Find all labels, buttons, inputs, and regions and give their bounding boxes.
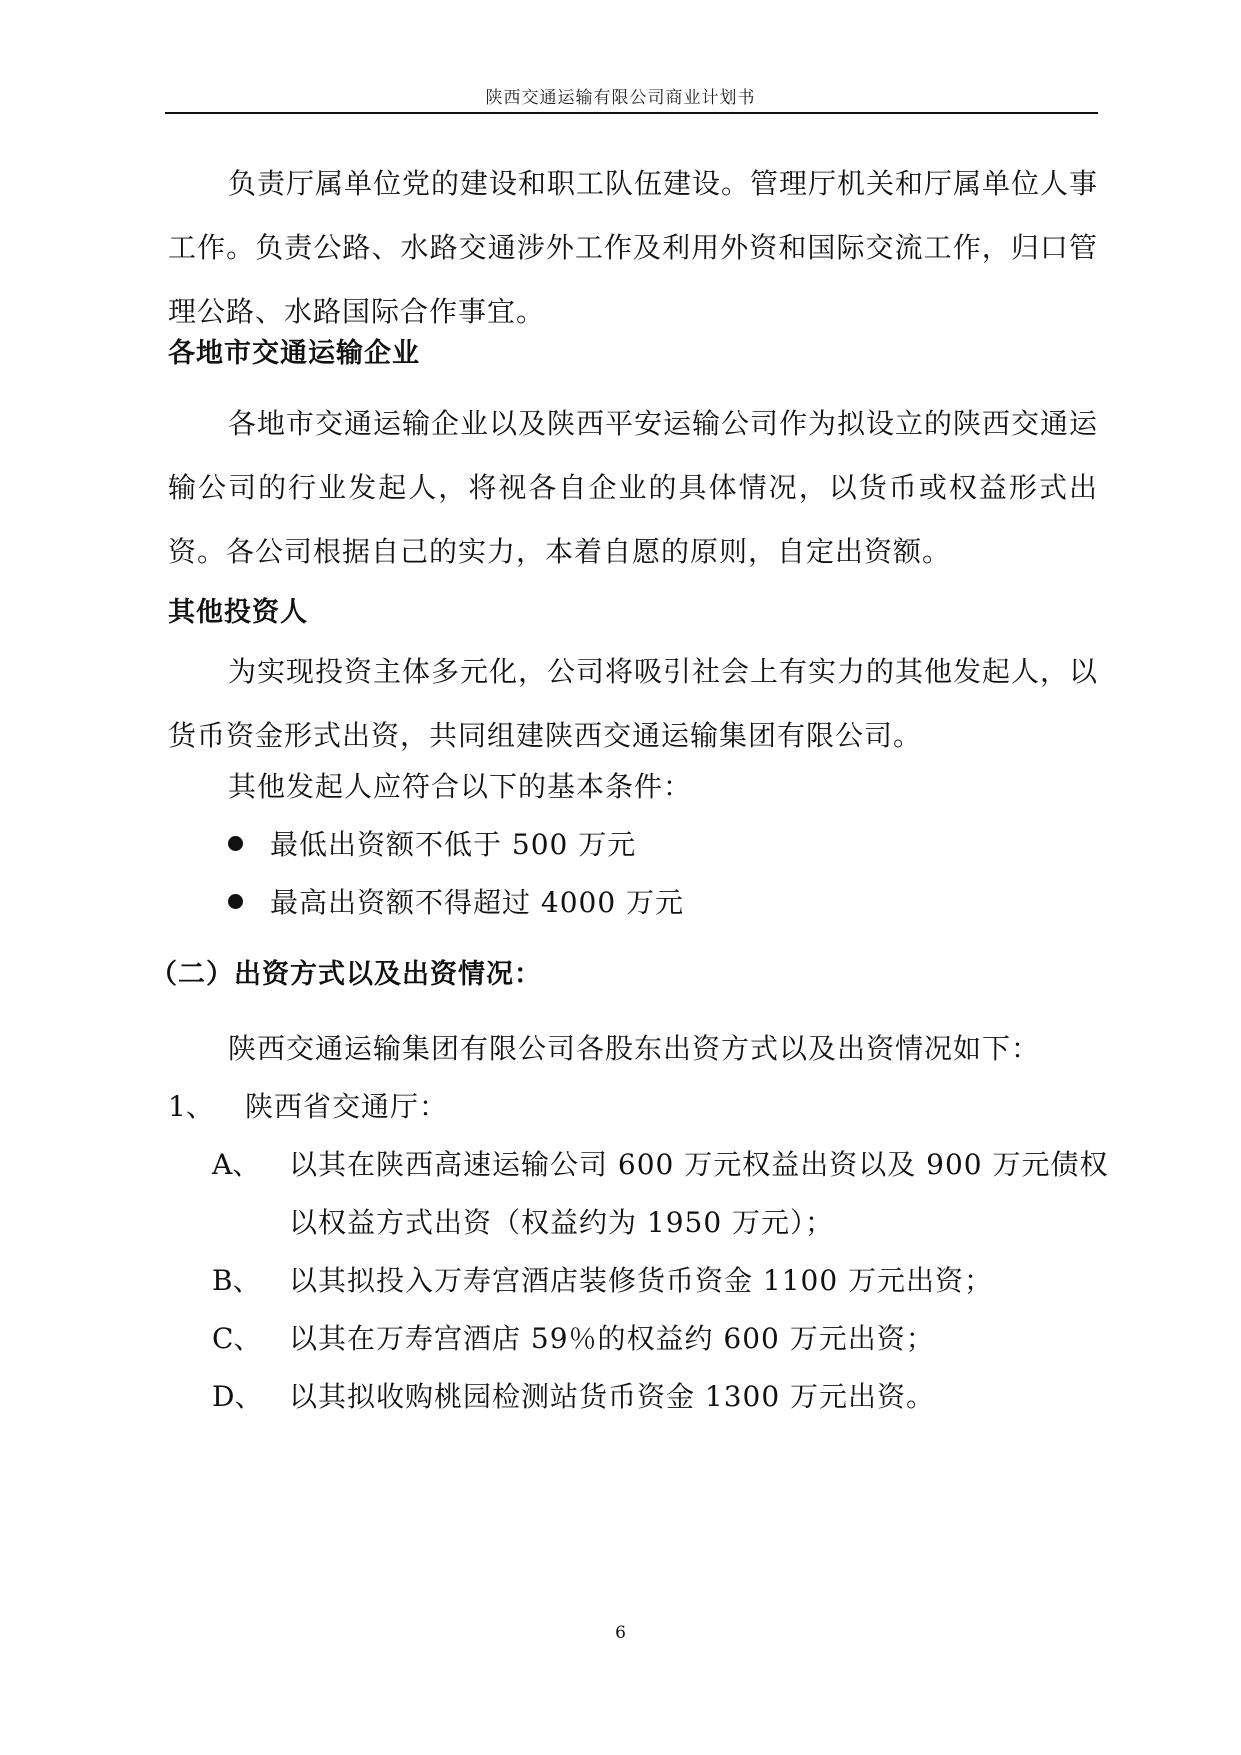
bullet-dot-icon	[228, 836, 243, 851]
section-heading-local-enterprises: 各地市交通运输企业	[168, 338, 420, 369]
bullet-item	[228, 825, 636, 865]
sub-item-label: D、	[212, 1380, 263, 1413]
item-text: 陕西省交通厅：	[245, 1090, 449, 1123]
bullet-item	[228, 883, 684, 923]
page-number: 6	[615, 1623, 626, 1643]
sub-item-text: 以其在万寿宫酒店 59％的权益约 600 万元出资；	[289, 1322, 935, 1355]
sub-item-text-continued: 以权益方式出资（权益约为 1950 万元）；	[289, 1206, 835, 1239]
section-heading-investment-methods: （二）出资方式以及出资情况：	[150, 959, 542, 990]
bullet-dot-icon	[228, 894, 243, 909]
investment-methods-intro: 陕西交通运输集团有限公司各股东出资方式以及出资情况如下：	[228, 1032, 1041, 1065]
bullet-text: 最低出资额不低于 500 万元	[270, 828, 637, 861]
sub-item-label: A、	[212, 1148, 261, 1181]
bullet-text: 最高出资额不得超过 4000 万元	[270, 886, 685, 919]
sub-item-text: 以其拟收购桃园检测站货币资金 1300 万元出资。	[289, 1380, 936, 1413]
intro-paragraph: 负责厅属单位党的建设和职工队伍建设。管理厅机关和厅属单位人事工作。负责公路、水路交通涉外工作及利用外资和国际交流工作，归口管理公路、水路国际合作事宜。	[168, 167, 1099, 328]
section-heading-other-investors: 其他投资人	[168, 597, 308, 628]
item-number: 1、	[168, 1090, 214, 1123]
header-divider	[165, 112, 1098, 114]
conditions-intro: 其他发起人应符合以下的基本条件：	[228, 770, 693, 803]
running-header-title: 陕西交通运输有限公司商业计划书	[485, 88, 756, 108]
sub-item-text: 以其在陕西高速运输公司 600 万元权益出资以及 900 万元债权	[289, 1148, 1109, 1181]
sub-item-label: B、	[212, 1264, 261, 1297]
local-enterprises-paragraph: 各地市交通运输企业以及陕西平安运输公司作为拟设立的陕西交通运输公司的行业发起人，将视各自企业的具体情况，以货币或权益形式出资。各公司根据自己的实力，本着自愿的原则，自定出资额。	[168, 407, 1099, 568]
sub-item-text: 以其拟投入万寿宫酒店装修货币资金 1100 万元出资；	[289, 1264, 994, 1297]
sub-item-label: C、	[212, 1322, 262, 1355]
other-investors-paragraph: 为实现投资主体多元化，公司将吸引社会上有实力的其他发起人，以货币资金形式出资，共同组建陕西交通运输集团有限公司。	[168, 655, 1099, 752]
